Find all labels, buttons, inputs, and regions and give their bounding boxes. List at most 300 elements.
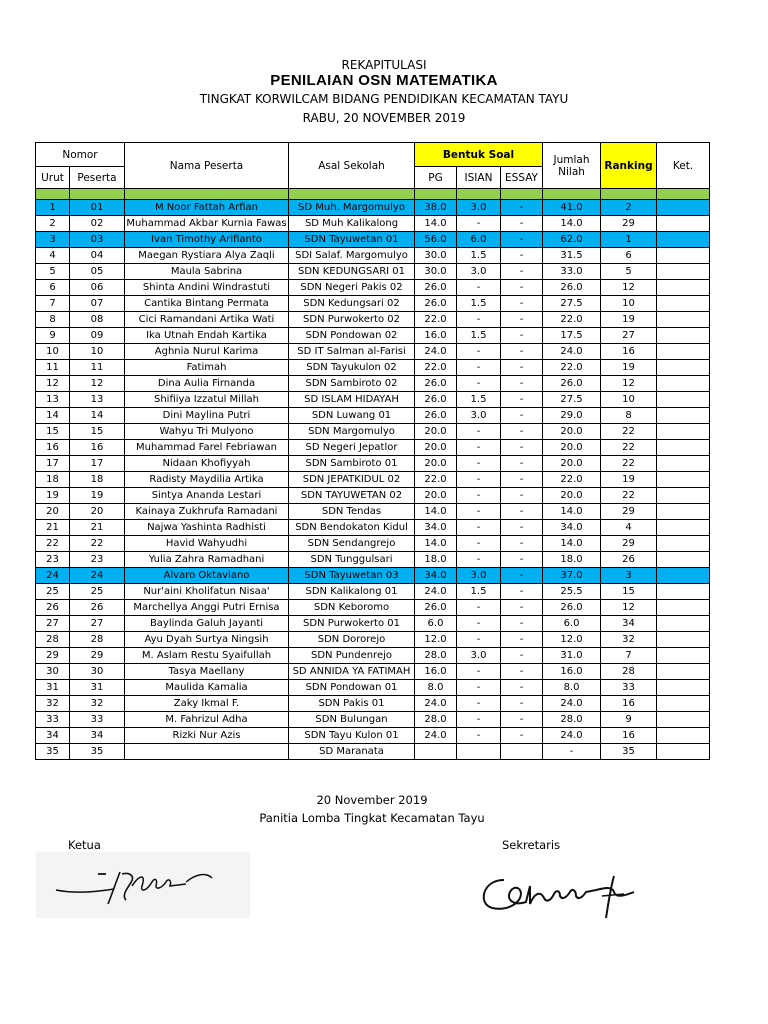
peserta-cell: 13 xyxy=(70,392,125,408)
isian-cell: - xyxy=(457,344,501,360)
nama-cell: Ayu Dyah Surtya Ningsih xyxy=(125,632,289,648)
essay-cell: - xyxy=(501,280,543,296)
essay-cell: - xyxy=(501,520,543,536)
isian-cell: 6.0 xyxy=(457,232,501,248)
pg-cell: 56.0 xyxy=(415,232,457,248)
header-ket: Ket. xyxy=(657,143,710,189)
asal-cell: SDI Salaf. Margomulyo xyxy=(289,248,415,264)
peserta-cell: 23 xyxy=(70,552,125,568)
isian-cell: 3.0 xyxy=(457,568,501,584)
ranking-cell: 34 xyxy=(601,616,657,632)
asal-cell: SDN TAYUWETAN 02 xyxy=(289,488,415,504)
essay-cell: - xyxy=(501,344,543,360)
jumlah-cell: - xyxy=(543,744,601,760)
isian-cell: 3.0 xyxy=(457,264,501,280)
ket-cell xyxy=(657,648,710,664)
ranking-cell: 28 xyxy=(601,664,657,680)
jumlah-cell: 26.0 xyxy=(543,280,601,296)
asal-cell: SDN Sambiroto 01 xyxy=(289,456,415,472)
jumlah-cell: 26.0 xyxy=(543,376,601,392)
essay-cell: - xyxy=(501,408,543,424)
header-jumlah-nilah xyxy=(543,143,601,189)
ranking-cell: 19 xyxy=(601,312,657,328)
ranking-cell: 3 xyxy=(601,568,657,584)
document-date: RABU, 20 NOVEMBER 2019 xyxy=(302,111,466,125)
isian-cell: - xyxy=(457,424,501,440)
jumlah-cell: 20.0 xyxy=(543,456,601,472)
nama-cell: Maula Sabrina xyxy=(125,264,289,280)
essay-cell: - xyxy=(501,536,543,552)
pg-cell: 28.0 xyxy=(415,712,457,728)
peserta-cell: 06 xyxy=(70,280,125,296)
urut-cell: 14 xyxy=(36,408,70,424)
header-peserta: Peserta xyxy=(70,167,125,189)
pg-cell: 34.0 xyxy=(415,568,457,584)
table-row xyxy=(36,600,710,616)
essay-cell: - xyxy=(501,232,543,248)
results-table xyxy=(35,142,710,760)
ket-cell xyxy=(657,536,710,552)
ketua-label: Ketua xyxy=(68,838,101,852)
nama-cell: Maegan Rystiara Alya Zaqli xyxy=(125,248,289,264)
pg-cell: 30.0 xyxy=(415,264,457,280)
nama-cell: Shinta Andini Windrastuti xyxy=(125,280,289,296)
jumlah-cell: 8.0 xyxy=(543,680,601,696)
ket-cell xyxy=(657,200,710,216)
asal-cell: SD Maranata xyxy=(289,744,415,760)
ranking-cell: 22 xyxy=(601,456,657,472)
nama-cell: Tasya Maellany xyxy=(125,664,289,680)
isian-cell: - xyxy=(457,680,501,696)
asal-cell: SDN Pondowan 01 xyxy=(289,680,415,696)
urut-cell: 33 xyxy=(36,712,70,728)
nama-cell: Shifiiya Izzatul Millah xyxy=(125,392,289,408)
ranking-cell: 15 xyxy=(601,584,657,600)
ranking-cell: 10 xyxy=(601,296,657,312)
peserta-cell: 01 xyxy=(70,200,125,216)
asal-cell: SDN Luwang 01 xyxy=(289,408,415,424)
isian-cell: - xyxy=(457,504,501,520)
nama-cell: Havid Wahyudhi xyxy=(125,536,289,552)
peserta-cell: 29 xyxy=(70,648,125,664)
asal-cell: SDN Kedungsari 02 xyxy=(289,296,415,312)
table-row xyxy=(36,216,710,232)
ranking-cell: 29 xyxy=(601,536,657,552)
jumlah-cell: 18.0 xyxy=(543,552,601,568)
essay-cell: - xyxy=(501,728,543,744)
nama-cell: Wahyu Tri Mulyono xyxy=(125,424,289,440)
ranking-cell: 12 xyxy=(601,376,657,392)
essay-cell: - xyxy=(501,648,543,664)
table-row xyxy=(36,504,710,520)
urut-cell: 11 xyxy=(36,360,70,376)
ket-cell xyxy=(657,696,710,712)
table-row xyxy=(36,440,710,456)
urut-cell: 21 xyxy=(36,520,70,536)
peserta-cell: 30 xyxy=(70,664,125,680)
jumlah-cell: 14.0 xyxy=(543,504,601,520)
peserta-cell: 20 xyxy=(70,504,125,520)
ranking-cell: 29 xyxy=(601,216,657,232)
sekretaris-signature xyxy=(474,866,654,926)
ranking-cell: 16 xyxy=(601,728,657,744)
ket-cell xyxy=(657,344,710,360)
isian-cell: - xyxy=(457,712,501,728)
jumlah-cell: 33.0 xyxy=(543,264,601,280)
ket-cell xyxy=(657,728,710,744)
asal-cell: SD Muh. Margomulyo xyxy=(289,200,415,216)
urut-cell: 29 xyxy=(36,648,70,664)
isian-cell xyxy=(457,744,501,760)
isian-cell: 3.0 xyxy=(457,200,501,216)
ranking-cell: 8 xyxy=(601,408,657,424)
isian-cell: - xyxy=(457,664,501,680)
peserta-cell: 32 xyxy=(70,696,125,712)
ket-cell xyxy=(657,600,710,616)
document-subtitle: TINGKAT KORWILCAM BIDANG PENDIDIKAN KECAMATAN TAYU xyxy=(199,92,569,106)
nama-cell xyxy=(125,744,289,760)
ket-cell xyxy=(657,744,710,760)
asal-cell: SD ANNIDA YA FATIMAH xyxy=(289,664,415,680)
nama-cell: Dina Aulia Firnanda xyxy=(125,376,289,392)
jumlah-cell: 62.0 xyxy=(543,232,601,248)
pg-cell: 18.0 xyxy=(415,552,457,568)
essay-cell: - xyxy=(501,248,543,264)
ket-cell xyxy=(657,632,710,648)
pg-cell: 20.0 xyxy=(415,440,457,456)
urut-cell: 24 xyxy=(36,568,70,584)
isian-cell: - xyxy=(457,728,501,744)
essay-cell: - xyxy=(501,632,543,648)
ket-cell xyxy=(657,248,710,264)
pg-cell: 26.0 xyxy=(415,392,457,408)
urut-cell: 9 xyxy=(36,328,70,344)
essay-cell: - xyxy=(501,424,543,440)
asal-cell: SD ISLAM HIDAYAH xyxy=(289,392,415,408)
asal-cell: SDN Purwokerto 01 xyxy=(289,616,415,632)
essay-cell: - xyxy=(501,696,543,712)
peserta-cell: 16 xyxy=(70,440,125,456)
ranking-cell: 29 xyxy=(601,504,657,520)
peserta-cell: 07 xyxy=(70,296,125,312)
peserta-cell: 34 xyxy=(70,728,125,744)
table-row xyxy=(36,696,710,712)
isian-cell: - xyxy=(457,632,501,648)
urut-cell: 16 xyxy=(36,440,70,456)
header-bentuk-soal: Bentuk Soal xyxy=(415,143,543,167)
ket-cell xyxy=(657,424,710,440)
pg-cell: 30.0 xyxy=(415,248,457,264)
ket-cell xyxy=(657,328,710,344)
asal-cell: SDN Tunggulsari xyxy=(289,552,415,568)
urut-cell: 27 xyxy=(36,616,70,632)
ket-cell xyxy=(657,408,710,424)
jumlah-cell: 22.0 xyxy=(543,472,601,488)
pg-cell: 34.0 xyxy=(415,520,457,536)
urut-cell: 7 xyxy=(36,296,70,312)
nama-cell: Kainaya Zukhrufa Ramadani xyxy=(125,504,289,520)
ranking-cell: 27 xyxy=(601,328,657,344)
header-isian: ISIAN xyxy=(457,167,501,189)
peserta-cell: 22 xyxy=(70,536,125,552)
ranking-cell: 22 xyxy=(601,424,657,440)
header-jumlah-line2: Nilah xyxy=(558,165,585,178)
table-row xyxy=(36,680,710,696)
table-row xyxy=(36,520,710,536)
jumlah-cell: 25.5 xyxy=(543,584,601,600)
asal-cell: SDN Kalikalong 01 xyxy=(289,584,415,600)
ranking-cell: 12 xyxy=(601,600,657,616)
asal-cell: SDN Tendas xyxy=(289,504,415,520)
table-row xyxy=(36,632,710,648)
urut-cell: 20 xyxy=(36,504,70,520)
table-row xyxy=(36,376,710,392)
ranking-cell: 33 xyxy=(601,680,657,696)
ket-cell xyxy=(657,584,710,600)
ket-cell xyxy=(657,712,710,728)
nama-cell: Cici Ramandani Artika Wati xyxy=(125,312,289,328)
peserta-cell: 31 xyxy=(70,680,125,696)
ket-cell xyxy=(657,232,710,248)
urut-cell: 30 xyxy=(36,664,70,680)
table-row xyxy=(36,296,710,312)
isian-cell: - xyxy=(457,376,501,392)
table-row xyxy=(36,328,710,344)
urut-cell: 34 xyxy=(36,728,70,744)
pg-cell: 26.0 xyxy=(415,408,457,424)
asal-cell: SDN Bulungan xyxy=(289,712,415,728)
asal-cell: SDN Tayuwetan 03 xyxy=(289,568,415,584)
nama-cell: Dini Maylina Putri xyxy=(125,408,289,424)
urut-cell: 13 xyxy=(36,392,70,408)
jumlah-cell: 26.0 xyxy=(543,600,601,616)
ranking-cell: 32 xyxy=(601,632,657,648)
jumlah-cell: 27.5 xyxy=(543,296,601,312)
jumlah-cell: 24.0 xyxy=(543,696,601,712)
pg-cell: 20.0 xyxy=(415,488,457,504)
header-nama-peserta: Nama Peserta xyxy=(125,143,289,189)
essay-cell: - xyxy=(501,504,543,520)
urut-cell: 3 xyxy=(36,232,70,248)
table-row xyxy=(36,536,710,552)
nama-cell: M Noor Fattah Arfian xyxy=(125,200,289,216)
nama-cell: Muhammad Akbar Kurnia Fawas xyxy=(125,216,289,232)
pg-cell: 24.0 xyxy=(415,344,457,360)
essay-cell: - xyxy=(501,568,543,584)
ket-cell xyxy=(657,312,710,328)
peserta-cell: 02 xyxy=(70,216,125,232)
sekretaris-label: Sekretaris xyxy=(502,838,561,852)
peserta-cell: 04 xyxy=(70,248,125,264)
ket-cell xyxy=(657,520,710,536)
ranking-cell: 16 xyxy=(601,696,657,712)
nama-cell: Nidaan Khofiyyah xyxy=(125,456,289,472)
table-row xyxy=(36,728,710,744)
isian-cell: 1.5 xyxy=(457,248,501,264)
peserta-cell: 24 xyxy=(70,568,125,584)
asal-cell: SDN Tayuwetan 01 xyxy=(289,232,415,248)
ketua-signature xyxy=(36,852,250,918)
jumlah-cell: 28.0 xyxy=(543,712,601,728)
ket-cell xyxy=(657,472,710,488)
urut-cell: 10 xyxy=(36,344,70,360)
jumlah-cell: 20.0 xyxy=(543,488,601,504)
ketua-signature-image xyxy=(36,852,250,918)
ket-cell xyxy=(657,264,710,280)
nama-cell: Cantika Bintang Permata xyxy=(125,296,289,312)
ranking-cell: 19 xyxy=(601,360,657,376)
ranking-cell: 22 xyxy=(601,488,657,504)
essay-cell: - xyxy=(501,472,543,488)
essay-cell: - xyxy=(501,488,543,504)
pg-cell: 24.0 xyxy=(415,696,457,712)
table-row xyxy=(36,408,710,424)
pg-cell: 22.0 xyxy=(415,312,457,328)
essay-cell: - xyxy=(501,584,543,600)
peserta-cell: 09 xyxy=(70,328,125,344)
table-row xyxy=(36,312,710,328)
table-row xyxy=(36,264,710,280)
header-urut: Urut xyxy=(36,167,70,189)
urut-cell: 15 xyxy=(36,424,70,440)
table-row xyxy=(36,472,710,488)
jumlah-cell: 14.0 xyxy=(543,216,601,232)
essay-cell: - xyxy=(501,616,543,632)
ranking-cell: 19 xyxy=(601,472,657,488)
header-recap-label: REKAPITULASI xyxy=(341,58,427,72)
jumlah-cell: 31.0 xyxy=(543,648,601,664)
table-row xyxy=(36,488,710,504)
nama-cell: Muhammad Farel Febriawan xyxy=(125,440,289,456)
peserta-cell: 03 xyxy=(70,232,125,248)
pg-cell: 28.0 xyxy=(415,648,457,664)
essay-cell: - xyxy=(501,328,543,344)
urut-cell: 17 xyxy=(36,456,70,472)
essay-cell: - xyxy=(501,264,543,280)
essay-cell: - xyxy=(501,664,543,680)
asal-cell: SDN Sambiroto 02 xyxy=(289,376,415,392)
essay-cell: - xyxy=(501,600,543,616)
jumlah-cell: 20.0 xyxy=(543,440,601,456)
nama-cell: Najwa Yashinta Radhisti xyxy=(125,520,289,536)
isian-cell: - xyxy=(457,696,501,712)
asal-cell: SDN Bendokaton Kidul xyxy=(289,520,415,536)
pg-cell: 14.0 xyxy=(415,504,457,520)
urut-cell: 4 xyxy=(36,248,70,264)
urut-cell: 32 xyxy=(36,696,70,712)
peserta-cell: 15 xyxy=(70,424,125,440)
pg-cell: 16.0 xyxy=(415,328,457,344)
essay-cell: - xyxy=(501,200,543,216)
isian-cell: - xyxy=(457,536,501,552)
ranking-cell: 10 xyxy=(601,392,657,408)
essay-cell: - xyxy=(501,712,543,728)
jumlah-cell: 24.0 xyxy=(543,728,601,744)
urut-cell: 31 xyxy=(36,680,70,696)
pg-cell: 6.0 xyxy=(415,616,457,632)
nama-cell: Nur'aini Kholifatun Nisaa' xyxy=(125,584,289,600)
nama-cell: Alvaro Oktaviano xyxy=(125,568,289,584)
nama-cell: Zaky Ikmal F. xyxy=(125,696,289,712)
isian-cell: - xyxy=(457,216,501,232)
urut-cell: 26 xyxy=(36,600,70,616)
essay-cell: - xyxy=(501,456,543,472)
pg-cell: 16.0 xyxy=(415,664,457,680)
urut-cell: 22 xyxy=(36,536,70,552)
essay-cell: - xyxy=(501,376,543,392)
isian-cell: - xyxy=(457,280,501,296)
ranking-cell: 2 xyxy=(601,200,657,216)
isian-cell: - xyxy=(457,552,501,568)
jumlah-cell: 14.0 xyxy=(543,536,601,552)
peserta-cell: 08 xyxy=(70,312,125,328)
essay-cell: - xyxy=(501,312,543,328)
table-row xyxy=(36,552,710,568)
ket-cell xyxy=(657,664,710,680)
table-row xyxy=(36,344,710,360)
ranking-cell: 35 xyxy=(601,744,657,760)
ranking-cell: 1 xyxy=(601,232,657,248)
ranking-cell: 4 xyxy=(601,520,657,536)
asal-cell: SD Muh Kalikalong xyxy=(289,216,415,232)
pg-cell: 38.0 xyxy=(415,200,457,216)
essay-cell xyxy=(501,744,543,760)
nama-cell: Yulia Zahra Ramadhani xyxy=(125,552,289,568)
asal-cell: SD Negeri Jepatlor xyxy=(289,440,415,456)
peserta-cell: 21 xyxy=(70,520,125,536)
pg-cell: 24.0 xyxy=(415,728,457,744)
jumlah-cell: 41.0 xyxy=(543,200,601,216)
table-row xyxy=(36,648,710,664)
sekretaris-signature-image xyxy=(474,866,654,926)
peserta-cell: 27 xyxy=(70,616,125,632)
pg-cell: 20.0 xyxy=(415,424,457,440)
asal-cell: SDN Purwokerto 02 xyxy=(289,312,415,328)
isian-cell: 1.5 xyxy=(457,328,501,344)
nama-cell: Ika Utnah Endah Kartika xyxy=(125,328,289,344)
urut-cell: 1 xyxy=(36,200,70,216)
nama-cell: Rizki Nur Azis xyxy=(125,728,289,744)
ket-cell xyxy=(657,680,710,696)
peserta-cell: 25 xyxy=(70,584,125,600)
isian-cell: - xyxy=(457,520,501,536)
table-row xyxy=(36,712,710,728)
header-jumlah-line1: Jumlah xyxy=(553,153,590,166)
jumlah-cell: 17.5 xyxy=(543,328,601,344)
nama-cell: Maulida Kamalia xyxy=(125,680,289,696)
table-row xyxy=(36,360,710,376)
ket-cell xyxy=(657,440,710,456)
essay-cell: - xyxy=(501,552,543,568)
table-row xyxy=(36,616,710,632)
urut-cell: 23 xyxy=(36,552,70,568)
ket-cell xyxy=(657,488,710,504)
peserta-cell: 12 xyxy=(70,376,125,392)
pg-cell: 8.0 xyxy=(415,680,457,696)
separator-row xyxy=(36,189,710,200)
ket-cell xyxy=(657,280,710,296)
table-row xyxy=(36,584,710,600)
table-row xyxy=(36,248,710,264)
peserta-cell: 19 xyxy=(70,488,125,504)
nama-cell: Baylinda Galuh Jayanti xyxy=(125,616,289,632)
document-title: PENILAIAN OSN MATEMATIKA xyxy=(270,72,498,89)
pg-cell: 26.0 xyxy=(415,376,457,392)
pg-cell: 14.0 xyxy=(415,216,457,232)
asal-cell: SD IT Salman al-Farisi xyxy=(289,344,415,360)
peserta-cell: 35 xyxy=(70,744,125,760)
peserta-cell: 33 xyxy=(70,712,125,728)
